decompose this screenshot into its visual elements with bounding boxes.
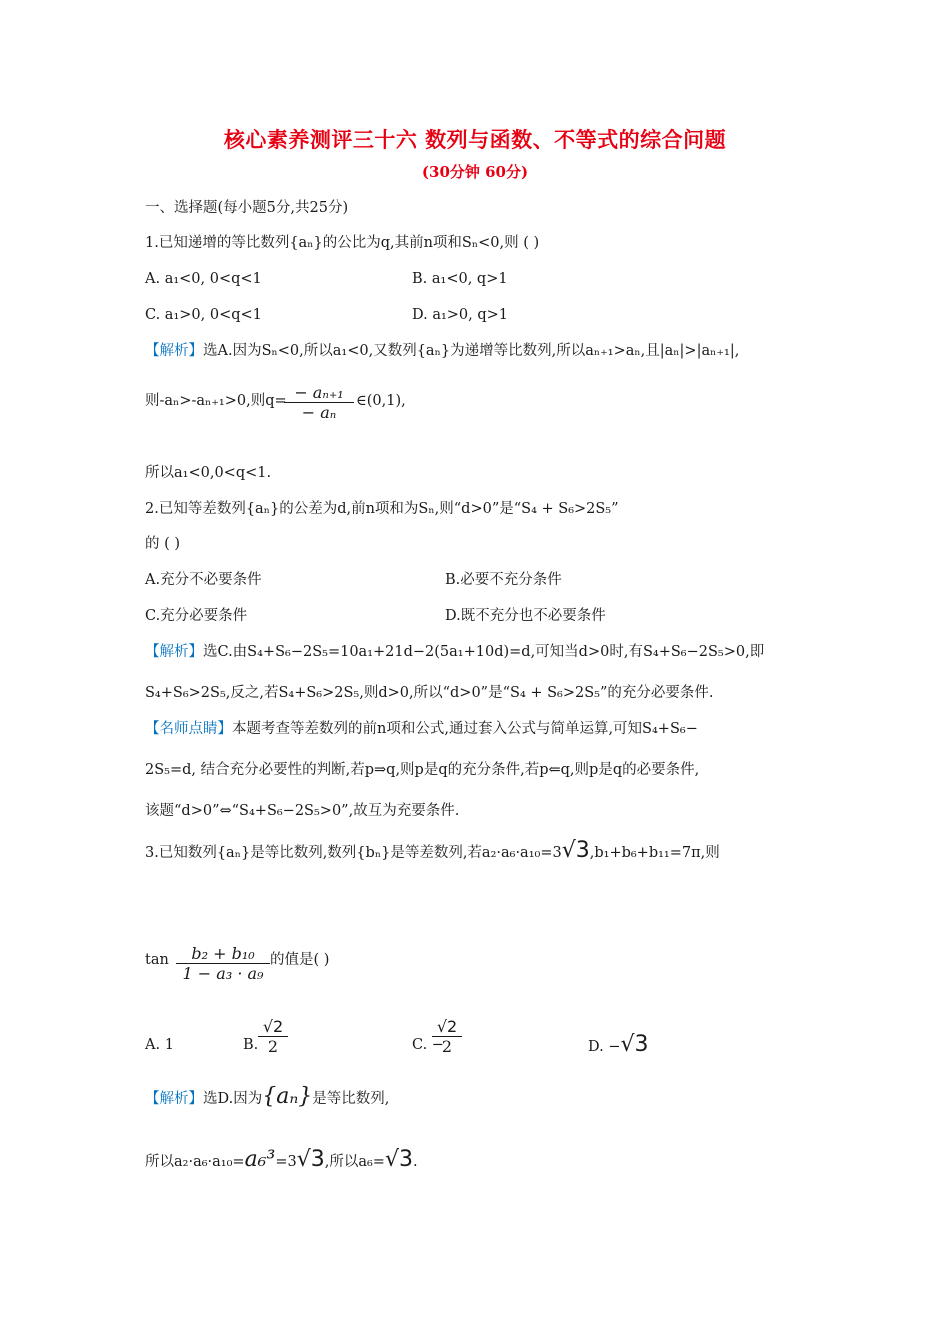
q2-note-line3: 该题“d>0”⇔“S₄+S₆−2S₅>0”,故互为充要条件. bbox=[145, 803, 460, 819]
q3-stem-line2: 的值是( ) bbox=[270, 952, 330, 968]
q1-answer-text1: 选A.因为Sₙ<0,所以a₁<0,又数列{aₙ}为递增等比数列,所以aₙ₊₁>aₙ,且|aₙ|>|aₙ₊₁|, bbox=[203, 343, 740, 359]
fraction-denominator: − aₙ bbox=[301, 403, 337, 422]
q1-answer-line2a: 则-aₙ>-aₙ₊₁>0,则q= bbox=[145, 393, 287, 409]
q1-stem: 1.已知递增的等比数列{aₙ}的公比为q,其前n项和Sₙ<0,则 ( ) bbox=[145, 235, 540, 251]
q2-note-line2: 2S₅=d, 结合充分必要性的判断,若p⇒q,则p是q的充分条件,若p⇐q,则p是q的必要条件, bbox=[145, 762, 700, 778]
section-heading: 一、选择题(每小题5分,共25分) bbox=[145, 200, 349, 216]
fraction-numerator: b₂ + b₁₀ bbox=[191, 944, 255, 963]
q3-option-b-label: B. bbox=[243, 1037, 259, 1053]
q1-fraction bbox=[284, 383, 354, 422]
sqrt-expression: √3 bbox=[296, 1147, 325, 1172]
q2-answer-line2: S₄+S₆>2S₅,反之,若S₄+S₆>2S₅,则d>0,所以“d>0”是“S₄ + S₆>2S₅”的充分必要条件. bbox=[145, 685, 714, 701]
q3-option-c-label: C. − bbox=[412, 1037, 444, 1053]
q2-stem-line2: 的 ( ) bbox=[145, 536, 181, 552]
q3-option-b-fraction bbox=[258, 1017, 288, 1056]
power-expression: a₆³ bbox=[244, 1147, 276, 1172]
q3-answer-text2: 是等比数列, bbox=[312, 1091, 390, 1107]
fraction-denominator: 2 bbox=[441, 1037, 453, 1056]
q2-option-a: A.充分不必要条件 bbox=[145, 572, 262, 588]
q3-answer-text3: 所以a₂·a₆·a₁₀= bbox=[145, 1154, 245, 1170]
q2-note-text1: 本题考查等差数列的前n项和公式,通过套入公式与简单运算,可知S₄+S₆− bbox=[232, 721, 698, 737]
sequence-set: {aₙ} bbox=[262, 1084, 313, 1109]
q3-answer-text1: 选D.因为 bbox=[203, 1091, 263, 1107]
q1-answer-line1 bbox=[145, 341, 739, 361]
q3-option-d-label: D. − bbox=[588, 1039, 621, 1055]
q1-answer-line3: 所以a₁<0,0<q<1. bbox=[145, 465, 272, 481]
q3-stem-text1: 3.已知数列{aₙ}是等比数列,数列{bₙ}是等差数列,若a₂·a₆·a₁₀=3 bbox=[145, 845, 562, 861]
q2-stem-line1: 2.已知等差数列{aₙ}的公差为d,前n项和为Sₙ,则“d>0”是“S₄ + S₆>2S₅” bbox=[145, 501, 619, 517]
answer-tag: 【解析】 bbox=[145, 644, 203, 660]
q1-option-a: A. a₁<0, 0<q<1 bbox=[145, 271, 262, 287]
fraction-denominator: 2 bbox=[267, 1037, 279, 1056]
q3-answer-text6: . bbox=[412, 1154, 418, 1170]
q1-answer-line2b: ∈(0,1), bbox=[356, 393, 406, 409]
sqrt-expression: √3 bbox=[620, 1032, 649, 1057]
q3-option-d bbox=[588, 1032, 649, 1057]
answer-tag: 【解析】 bbox=[145, 1091, 203, 1107]
fraction-denominator: 1 − a₃ · a₉ bbox=[182, 964, 264, 983]
q1-option-b: B. a₁<0, q>1 bbox=[412, 271, 508, 287]
q2-answer-text1: 选C.由S₄+S₆−2S₅=10a₁+21d−2(5a₁+10d)=d,可知当d>0时,有S₄+S₆−2S₅>0,即 bbox=[203, 644, 765, 660]
q3-answer-text4: =3 bbox=[275, 1154, 297, 1170]
q3-answer-line1 bbox=[145, 1084, 390, 1109]
q2-option-b: B.必要不充分条件 bbox=[445, 572, 562, 588]
q3-option-a: A. 1 bbox=[145, 1037, 174, 1053]
fraction-numerator: √2 bbox=[436, 1017, 458, 1036]
q2-note-line1 bbox=[145, 719, 698, 739]
fraction-numerator: √2 bbox=[262, 1017, 284, 1036]
q2-option-d: D.既不充分也不必要条件 bbox=[445, 608, 606, 624]
q3-stem-text2: ,b₁+b₆+b₁₁=7π,则 bbox=[589, 845, 720, 861]
q3-option-c-fraction bbox=[432, 1017, 462, 1056]
page-subtitle: (30分钟 60分) bbox=[421, 163, 529, 181]
q2-answer-line1 bbox=[145, 642, 764, 662]
page-title: 核心素养测评三十六 数列与函数、不等式的综合问题 bbox=[223, 127, 727, 152]
q1-option-c: C. a₁>0, 0<q<1 bbox=[145, 307, 262, 323]
answer-tag: 【解析】 bbox=[145, 343, 203, 359]
q1-option-d: D. a₁>0, q>1 bbox=[412, 307, 509, 323]
q3-fraction bbox=[176, 944, 270, 983]
q3-answer-text5: ,所以a₆= bbox=[324, 1154, 385, 1170]
teacher-note-tag: 【名师点睛】 bbox=[145, 721, 232, 737]
q3-stem-line1 bbox=[145, 838, 720, 863]
sqrt-expression: √3 bbox=[384, 1147, 413, 1172]
q3-tan-label: tan bbox=[145, 952, 169, 968]
fraction-numerator: − aₙ₊₁ bbox=[294, 383, 344, 402]
q2-option-c: C.充分必要条件 bbox=[145, 608, 248, 624]
q3-answer-line2 bbox=[145, 1147, 418, 1172]
sqrt-expression: √3 bbox=[561, 838, 590, 863]
